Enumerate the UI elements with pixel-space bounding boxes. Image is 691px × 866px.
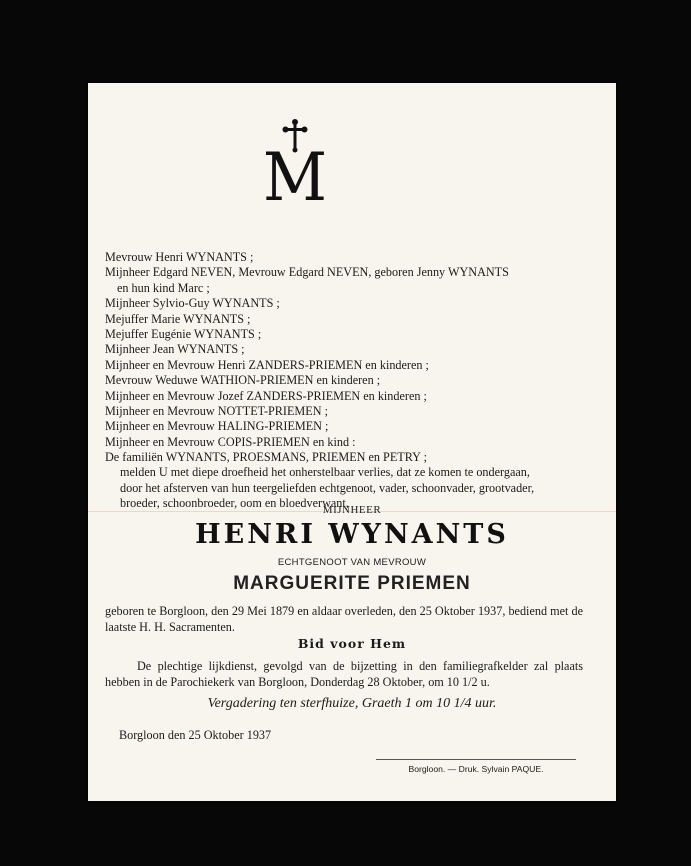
mourner-line: Mijnheer en Mevrouw HALING-PRIEMEN ; bbox=[105, 419, 329, 434]
mourner-line: De familiën WYNANTS, PROESMANS, PRIEMEN en PETRY ; bbox=[105, 450, 427, 465]
mourner-line: Mejuffer Eugénie WYNANTS ; bbox=[105, 326, 262, 341]
printer-divider bbox=[376, 759, 576, 760]
mourner-line: Mevrouw Weduwe WATHION-PRIEMEN en kinderen ; bbox=[105, 373, 381, 388]
mourner-line: Mijnheer Sylvio-Guy WYNANTS ; bbox=[105, 296, 280, 311]
announcement-line: broeder, schoonbroeder, oom en bloedverwant, bbox=[120, 496, 349, 511]
prayer-heading: Bid voor Hem bbox=[297, 636, 407, 651]
mourner-line: Mijnheer en Mevrouw COPIS-PRIEMEN en kind : bbox=[105, 434, 356, 449]
mourner-line: Mijnheer Jean WYNANTS ; bbox=[105, 342, 245, 357]
meeting-text: Vergadering ten sterfhuize, Graeth 1 om 10 1/4 uur. bbox=[207, 696, 497, 711]
mourners-list bbox=[105, 250, 610, 512]
title-mijnheer: MIJNHEER bbox=[322, 504, 382, 516]
death-notice-card bbox=[88, 83, 616, 801]
deceased-name: HENRI WYNANTS bbox=[195, 519, 509, 550]
mourner-line: Mijnheer en Mevrouw Henri ZANDERS-PRIEMEN en kinderen ; bbox=[105, 357, 429, 372]
mourner-line: en hun kind Marc ; bbox=[117, 280, 210, 295]
mourner-line: Mejuffer Marie WYNANTS ; bbox=[105, 311, 251, 326]
birth-death-text: geboren te Borgloon, den 29 Mei 1879 en aldaar overleden, den 25 Oktober 1937, bediend met de laatste H. H. Sacramenten. bbox=[105, 604, 583, 634]
mourner-line: Mijnheer Edgard NEVEN, Mevrouw Edgard NEVEN, geboren Jenny WYNANTS bbox=[105, 265, 509, 280]
monogram bbox=[260, 119, 330, 216]
mourner-line: Mijnheer en Mevrouw Jozef ZANDERS-PRIEMEN en kinderen ; bbox=[105, 388, 427, 403]
place-date: Borgloon den 25 Oktober 1937 bbox=[119, 728, 272, 742]
spouse-label: ECHTGENOOT VAN MEVROUW bbox=[277, 557, 427, 568]
monogram-letter: M bbox=[262, 139, 328, 216]
announcement-line: melden U met diepe droefheid het onherstelbaar verlies, dat ze komen te ondergaan, bbox=[120, 465, 530, 480]
funeral-text: De plechtige lijkdienst, gevolgd van de bijzetting in den familiegrafkelder zal plaats hebben in de Parochiekerk van Borgloon, Donderdag 28 Oktober, om 10 1/2 u. bbox=[105, 659, 583, 689]
mourner-line: Mijnheer en Mevrouw NOTTET-PRIEMEN ; bbox=[105, 403, 328, 418]
announcement-line: door het afsterven van hun teergeliefden echtgenoot, vader, schoonvader, grootvader, bbox=[120, 480, 535, 495]
mourner-line: Mevrouw Henri WYNANTS ; bbox=[105, 250, 254, 264]
spouse-name: MARGUERITE PRIEMEN bbox=[233, 573, 471, 594]
printer-credit: Borgloon. — Druk. Sylvain PAQUE. bbox=[408, 764, 544, 774]
